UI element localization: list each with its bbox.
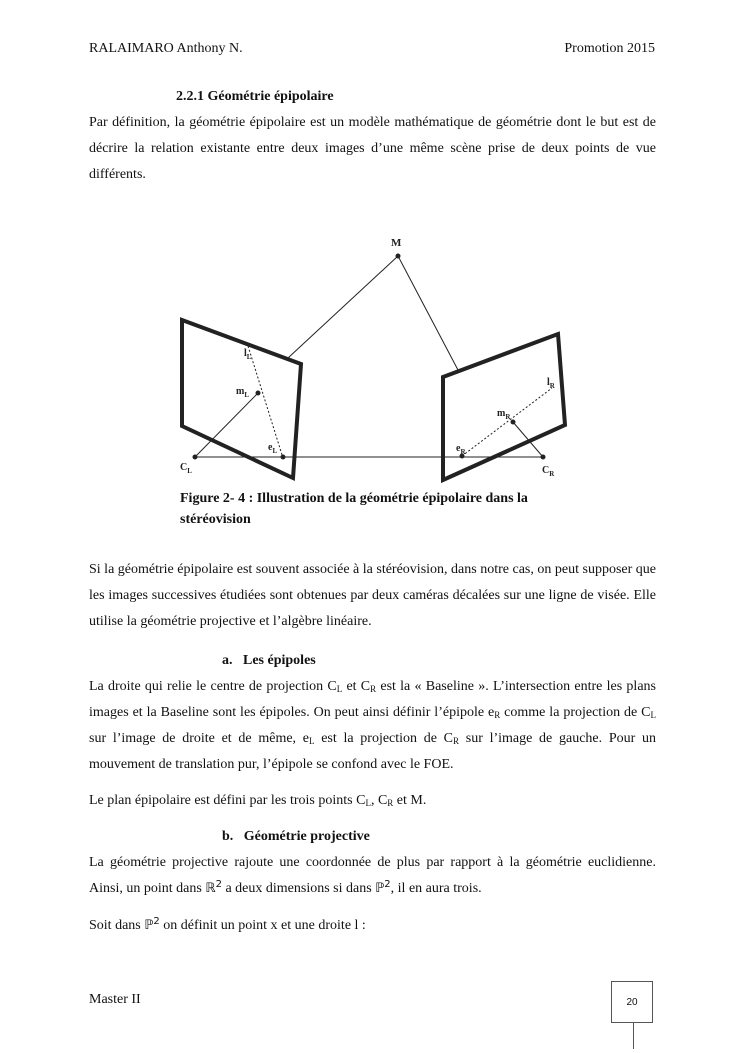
label-eL: e (268, 442, 273, 453)
figure-caption-line2: stéréovision (180, 512, 251, 527)
epipolar-plane-sentence: Le plan épipolaire est défini par les trois points $C_L$, $C_R$ et M. (89, 793, 427, 808)
header-promotion: Promotion 2015 (564, 41, 655, 56)
ray-right-to-M (398, 256, 458, 370)
label-CR-sub: R (549, 470, 555, 478)
header-author: RALAIMARO Anthony N. (89, 41, 243, 56)
label-mL-sub: L (244, 391, 250, 399)
point-CR (541, 455, 546, 460)
paragraph-stereovision: Si la géométrie épipolaire est souvent associée à la stéréovision, dans notre cas, on peut supposer que les images successives étudiées sont obtenues par deux caméras décalées sur une ligne de visée. Elle utilise la géométrie projective et l’algèbre linéaire. (89, 562, 656, 629)
label-CL: C (180, 462, 188, 473)
label-lR-sub: R (549, 382, 555, 390)
svg-text:lR (547, 377, 556, 390)
ray-cr-mr (513, 422, 543, 457)
epipoles-paragraph: La droite qui relie le centre de projection $C_L$ et $C_R$ est la « Baseline ». L’intersection entre les plans images et la Baseline sont les épipoles. On peut ainsi définir l’épipole $e_R$ comme la projection de $C_L$ sur l’image de droite et de même, $e_L$ est la projection de $C_R$ sur l’image de gauche. Pour un mouvement de translation pur, l’épipole se confond avec le FOE. (89, 679, 657, 772)
svg-text:mR (497, 408, 511, 421)
svg-text:eL (268, 442, 277, 455)
epipolar-line-right (462, 388, 552, 456)
point-M (396, 254, 401, 259)
point-eL (281, 455, 286, 460)
svg-text:mL (236, 386, 249, 399)
section-title: 2.2.1 Géométrie épipolaire (176, 89, 334, 104)
point-mL (256, 391, 261, 396)
label-mR: m (497, 408, 506, 419)
label-CR: C (542, 465, 550, 476)
label-mR-sub: R (505, 413, 511, 421)
projective-paragraph: La géométrie projective rajoute une coordonnée de plus par rapport à la géométrie euclidienne. Ainsi, un point dans ℝ$^2$ a deux dimensions si dans ℙ$^2$, il en aura trois. (89, 855, 656, 896)
intro-paragraph: Par définition, la géométrie épipolaire est un modèle mathématique de géométrie dont le but est de décrire la relation existante entre deux images d’une même scène prise de deux points de vue différents. (89, 115, 656, 182)
label-eR-sub: R (460, 448, 466, 456)
footer-level: Master II (89, 992, 141, 1007)
point-line-sentence: Soit dans ℙ$^2$ on définit un point x et une droite l : (89, 916, 366, 933)
ray-left-to-M (288, 256, 398, 358)
subsection-a-title: a. Les épipoles (222, 653, 316, 668)
page-number-rule (633, 1023, 634, 1049)
label-lL: l (244, 348, 247, 359)
label-lR: l (547, 377, 550, 388)
svg-text:CR (542, 465, 555, 478)
label-lL-sub: L (246, 353, 252, 361)
figure-caption-line1: Figure 2- 4 : Illustration de la géométrie épipolaire dans la (180, 491, 528, 506)
figure-caption (180, 488, 580, 530)
epipolar-figure (170, 228, 570, 488)
svg-text:CL (180, 462, 192, 475)
point-mR (511, 420, 516, 425)
label-eL-sub: L (272, 447, 278, 455)
label-CL-sub: L (187, 467, 192, 475)
page-number: 20 (611, 981, 653, 1023)
label-mL: m (236, 386, 245, 397)
label-eR: e (456, 443, 461, 454)
point-CL (193, 455, 198, 460)
epipolar-line-left (248, 346, 283, 458)
subsection-b-title: b. Géométrie projective (222, 829, 370, 844)
svg-text:lL (244, 348, 252, 361)
label-M: M (391, 237, 402, 249)
left-image-plane (182, 320, 301, 478)
svg-text:eR (456, 443, 466, 456)
